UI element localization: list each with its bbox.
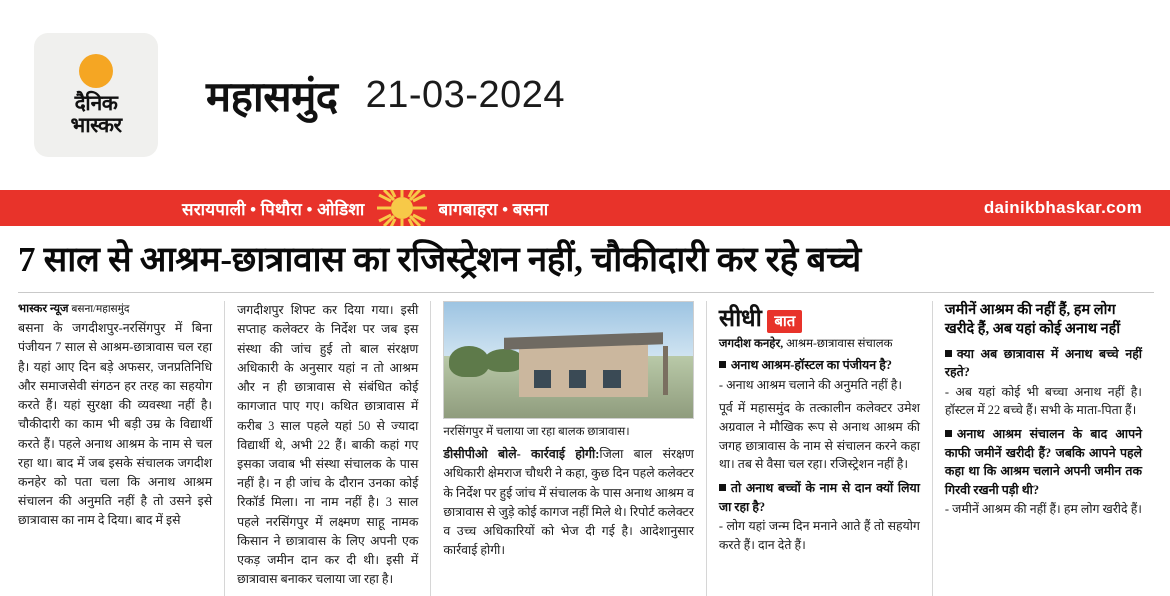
photo-pole: [663, 346, 668, 395]
photo-tree: [449, 346, 489, 376]
photo-caption: नरसिंगपुर में चलाया जा रहा बालक छात्रावास।: [443, 425, 630, 439]
sub-headline: जमीनें आश्रम की नहीं हैं, हम लोग खरीदे हैं, अब यहां कोई अनाथ नहीं: [944, 302, 1121, 338]
paragraph-kicker: डीसीपीओ बोले- कार्रवाई होगी:: [443, 447, 600, 462]
sidhi-baat-title: सीधी: [718, 306, 762, 333]
qa-item: [945, 345, 1142, 420]
article-paragraph: बसना के जगदीशपुर-नरसिंगपुर में बिना पंजीयन 7 साल से आश्रम-छात्रावास चल रहा है। यहां आए दिन बड़े अफसर, जनप्रतिनिधि और समाजसेवी संगठन हर तरह का सहयोग करते हैं। यहां सुरक्षा की व्यवस्था नहीं है। चौकीदारी का काम भी बड़ी उम्र के विद्यार्थी करते हैं। पहले अनाथ आश्रम के नाम से चल रहा था। बाद में जब इसके संचालक जगदीश कनहेर को पता चला कि अनाथ आश्रम संचालन की अनुमति नहीं है तो उसने इसे छात्रावास का नाम दे दिया। बाद में इसे: [18, 321, 213, 528]
qa-item: [719, 479, 920, 554]
article-paragraph: जगदीशपुर शिफ्ट कर दिया गया। इसी सप्ताह कलेक्टर के निर्देश पर जब इस संस्था की जांच हुई तो बाल संरक्षण अधिकारी के अनुसार यहां न तो आश्रम और न ही छात्रावास से संबंधित कोई कागजात पाए गए। कथित छात्रावास में करीब 3 साल पहले यहां 50 से ज्यादा विद्यार्थी थे, अभी 22 हैं। बाकी कहां गए इसका जवाब भी संस्था संचालक के पास नहीं है। न ही जांच के दौरान उनका कोई रिकॉर्ड मिला। ना नाम नहीं है। 3 साल पहले नरसिंगपुर में लक्ष्मण साहू नामक किसान ने छात्रावास के लिए अपनी एक एकड़ जमीन दान कर दी थी। इसी में छात्रावास बनाकर चलाया जा रहा है।: [237, 303, 419, 587]
article-photo: [443, 301, 694, 419]
column-4-sidhi-baat: [706, 301, 932, 595]
column-1: [18, 301, 224, 595]
dainik-bhaskar-logo: [34, 33, 158, 157]
qa-item: [719, 356, 920, 394]
edition-city: महासमुंद: [206, 74, 338, 121]
interviewee-role: आश्रम-छात्रावास संचालक: [786, 337, 893, 351]
page-title: 7 साल से आश्रम-छात्रावास का रजिस्ट्रेशन नहीं, चौकीदारी कर रहे बच्चे: [18, 240, 861, 279]
byline: [18, 301, 212, 316]
qa-item: [719, 399, 920, 473]
article-columns: [0, 301, 1170, 595]
photo-window: [534, 370, 551, 389]
edition-list-right: बागबाहरा • बसना: [438, 199, 549, 219]
masthead: [0, 0, 1170, 190]
bullet-square-icon: [945, 430, 952, 437]
website-url[interactable]: dainikbhaskar.com: [983, 198, 1142, 217]
logo-line-1: दैनिक: [74, 90, 118, 115]
article-paragraph: [443, 445, 694, 560]
sun-icon: [79, 54, 113, 88]
sidhi-baat-badge: बात: [767, 310, 802, 333]
qa-question: अनाथ आश्रम संचालन के बाद आपने काफी जमीनें खरीदी हैं? जबकि आपने पहले कहा था कि आश्रम चलाने अपनी जमीन तक गिरवी रखनी पड़ी थी?: [944, 426, 1142, 497]
sunburst-icon: [375, 190, 429, 226]
qa-question: क्या अब छात्रावास में अनाथ बच्चे नहीं रहते?: [944, 346, 1142, 380]
sidhi-baat-header: [719, 301, 920, 334]
column-2: [224, 301, 430, 595]
qa-answer: - अब यहां कोई भी बच्चा अनाथ नहीं है। हॉस्टल में 22 बच्चे हैं। सभी के माता-पिता हैं।: [944, 384, 1142, 418]
qa-answer: पूर्व में महासमुंद के तत्कालीन कलेक्टर उमेश अग्रवाल ने मौखिक रूप से अनाथ आश्रम की जगह छात्रावास के नाम से संचालन करने कहा था। तब से वैसा चल रहा। रजिस्ट्रेशन नहीं है।: [718, 401, 920, 472]
photo-window: [603, 370, 620, 389]
edition-list-left: सरायपाली • पिथौरा • ओडिशा: [182, 199, 365, 219]
edition-date: 21-03-2024: [365, 73, 565, 116]
bullet-square-icon: [945, 350, 952, 357]
qa-answer: - अनाथ आश्रम चलाने की अनुमति नहीं है।: [718, 377, 903, 392]
interviewee: [719, 336, 920, 351]
edition-strip: [0, 190, 1170, 226]
column-3: [430, 301, 706, 595]
logo-line-2: भास्कर: [70, 113, 122, 137]
qa-answer: - लोग यहां जन्म दिन मनाने आते हैं तो सहयोग करते हैं। दान देते हैं।: [718, 519, 920, 552]
qa-answer: - जमीनें आश्रम की नहीं हैं। हम लोग खरीदे हैं।: [944, 502, 1142, 517]
photo-tree: [484, 349, 524, 372]
qa-item: [945, 425, 1142, 519]
qa-question: अनाथ आश्रम-हॉस्टल का पंजीयन है?: [719, 356, 920, 375]
photo-window: [569, 370, 586, 389]
byline-location: बसना/महासमुंद: [71, 304, 130, 316]
interviewee-name: जगदीश कनहेर,: [718, 337, 784, 351]
paragraph-text: जिला बाल संरक्षण अधिकारी क्षेमराज चौधरी ने कहा, कुछ दिन पहले कलेक्टर के निर्देश पर हुई जांच में संचालक के पास अनाथ आश्रम व छात्रावास से जुड़े कोई कागज नहीं मिले थे। रिपोर्ट कलेक्टर व उच्च अधिकारियों को भेज दी गई है। आदेशानुसार कार्रवाई होगी।: [443, 447, 694, 558]
qa-question: तो अनाथ बच्चों के नाम से दान क्यों लिया जा रहा है?: [718, 480, 920, 514]
bullet-square-icon: [719, 361, 726, 368]
column-5: [932, 301, 1154, 595]
headline-divider: [18, 292, 1154, 293]
edition-list: [0, 190, 548, 226]
byline-source: भास्कर न्यूज: [18, 303, 69, 316]
bullet-square-icon: [719, 484, 726, 491]
